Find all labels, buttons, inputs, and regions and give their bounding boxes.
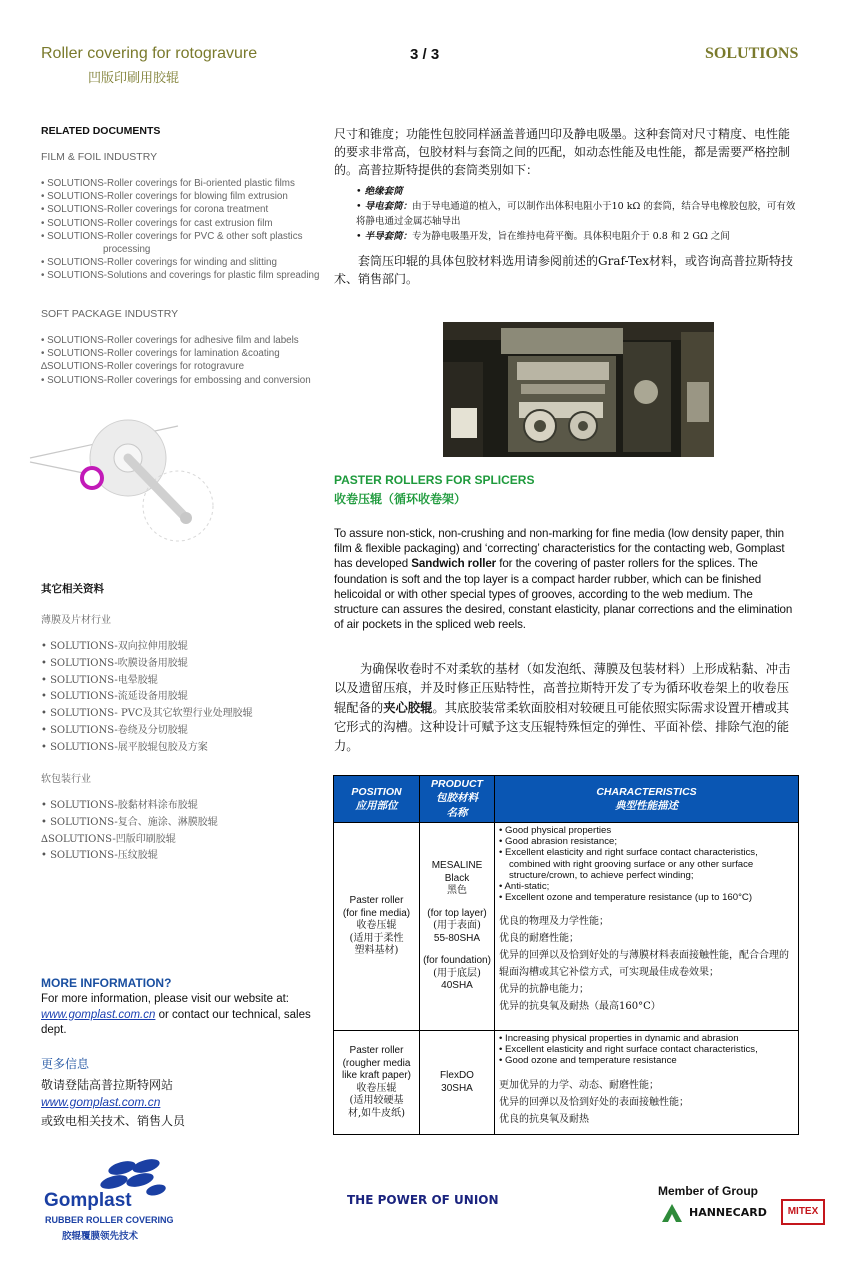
list-item[interactable]: • SOLUTIONS-电晕胶辊 (41, 674, 158, 686)
website-link[interactable]: www.gomplast.com.cn (41, 1008, 156, 1021)
list-item[interactable]: • SOLUTIONS-展平胶辊包胶及方案 (41, 741, 208, 753)
cn-related-title: 其它相关资料 (41, 583, 104, 595)
sleeve-item-insulating: • 绝缘套筒 (356, 186, 403, 197)
list-item[interactable]: • SOLUTIONS-Roller coverings for Bi-oriented plastic films (41, 178, 295, 189)
list-item[interactable]: • SOLUTIONS-Solutions and coverings for plastic film spreading (41, 270, 320, 282)
hannecard-logo-icon (660, 1202, 686, 1224)
company-subtitle: RUBBER ROLLER COVERING (45, 1215, 174, 1225)
list-item[interactable]: • SOLUTIONS-流延设备用胶辊 (41, 691, 188, 703)
list-item[interactable]: • SOLUTIONS-卷绕及分切胶辊 (41, 724, 188, 736)
hannecard-label: HANNECARD (689, 1206, 767, 1219)
sleeve-item-conductive: • 导电套筒：由于导电通道的植入，可以制作出体积电阻小于10 kΩ 的套筒，结合导电橡胶包胶，可有效将静电通过金属芯轴导出 (356, 201, 796, 227)
list-item[interactable]: • SOLUTIONS-Roller coverings for PVC & other soft plastics (41, 230, 303, 242)
soft-package-section-title: SOFT PACKAGE INDUSTRY (41, 308, 179, 320)
company-subtitle-cn: 胶辊覆膜领先技术 (62, 1231, 139, 1242)
cell-product: FlexDO 30SHA (420, 1031, 495, 1135)
splicer-section-title-cn: 收卷压辊（循环收卷架） (334, 492, 467, 506)
cell-position: Paster roller (for fine media) 收卷压辊 (适用于柔性 塑料基材) (334, 823, 420, 1031)
cn-film-section-title: 薄膜及片材行业 (41, 615, 111, 626)
list-item[interactable]: • SOLUTIONS-复合、施涂、淋膜胶辊 (41, 816, 218, 828)
list-item[interactable]: • SOLUTIONS-Roller coverings for corona treatment (41, 204, 269, 216)
list-item[interactable]: • SOLUTIONS-Roller coverings for blowing film extrusion (41, 191, 288, 203)
splicer-section-title: PASTER ROLLERS FOR SPLICERS (334, 473, 535, 487)
list-item[interactable]: • SOLUTIONS- PVC及其它软塑行业处理胶辊 (41, 708, 253, 720)
splicer-body-cn: 为确保收卷时不对柔软的基材（如发泡纸、薄膜及包装材料）上形成粘黏、冲击以及遗留压痕，并及时修正压贴特性，高普拉斯特开发了专为循环收卷架上的收卷压辊配备的夹心胶辊。其底胶装常柔软面胶相对较硬且可能依照实际需求设置开槽或其它形式的沟槽。这种设计可赋予这支压辊特殊恒定的弹性、平面补偿、排除气泡的能力。 (334, 662, 791, 753)
website-link-cn[interactable]: www.gomplast.com.cn (41, 1095, 161, 1109)
cn-soft-doc-list (41, 798, 218, 865)
cell-characteristics: • Increasing physical properties in dynamic and abrasion • Excellent elasticity and right surface contact characteristics, • Good ozone and temperature resistance 更加优异的力学、动态、耐磨性能； 优异的回弹以及恰到好处的表面接触性能； 优良的抗臭氧及耐热 (495, 1031, 799, 1135)
footer-slogan: THE POWER OF UNION (347, 1193, 499, 1207)
header-brand: SOLUTIONS (705, 45, 799, 62)
more-info-cn-text-1: 敬请登陆高普拉斯特网站 (41, 1078, 174, 1092)
table-header-row (334, 776, 799, 823)
more-info-text (41, 992, 311, 1039)
related-documents-title: RELATED DOCUMENTS (41, 125, 161, 137)
mitex-logo: MITEX (781, 1199, 825, 1225)
cell-characteristics: • Good physical properties • Good abrasion resistance; • Excellent elasticity and right surface contact characteristics, combined with right grooving surface or any other surface structure/crown, to achieve perfect winding; • Anti-static; • Excellent ozone and temperature resistance (up to 160°C) 优良的物理及力学性能； 优良的耐磨性能； 优异的回弹以及恰到好处的与薄膜材料表面接触性能，配合合理的辊面沟槽或其它补偿方式，可实现最佳成卷效果； 优异的抗静电能力； 优异的抗臭氧及耐热（最高160°C） (495, 823, 799, 1031)
more-info-cn-title: 更多信息 (41, 1057, 90, 1071)
intro-cn-paragraph: 尺寸和锥度；功能性包胶同样涵盖普通凹印及静电吸墨。这种套筒对尺寸精度、电性能的要求非常高，包胶材料与套筒之间的匹配，如动态性能及电性能，都是需要严格控制的。高普拉斯特提供的套筒类别如下： (334, 127, 791, 177)
col-header-position: POSITION 应用部位 (334, 776, 420, 823)
splicer-body-en: To assure non-stick, non-crushing and non-marking for fine media (low density paper, thin film & flexible packaging) and ‘correcting’ characteristics for the contacting web, Gomplast has developed Sandwich roller for the covering of paster rollers for the splices. The foundation is soft and the top layer is a compact harder rubber, which can be finished helicoidal or with other special types of grooves, according to the web medium. The structure can assures the desired, constant elasticity, planar corrections and the elimination of air pockets in the spliced web reels. (334, 527, 793, 632)
list-item[interactable]: • SOLUTIONS-双向拉伸用胶辊 (41, 641, 188, 652)
more-info-text-2: or contact our technical, sales dept. (41, 1008, 311, 1036)
list-item-continued: processing (103, 244, 151, 256)
more-info-cn-text-2: 或致电相关技术、销售人员 (41, 1114, 186, 1128)
more-info-text-1: For more information, please visit our website at: (41, 993, 289, 1005)
cell-product: MESALINE Black 黑色 (for top layer) (用于表面) 55-80SHA (for foundation) (用于底层) 40SHA (420, 823, 495, 1031)
film-section-title: FILM & FOIL INDUSTRY (41, 151, 158, 163)
col-header-characteristics: CHARACTERISTICS 典型性能描述 (495, 776, 799, 823)
list-item[interactable]: ∆SOLUTIONS-凹版印刷胶辊 (41, 833, 176, 845)
list-item[interactable]: • SOLUTIONS-吹膜设备用胶辊 (41, 657, 188, 669)
cell-position: Paster roller (rougher media like kraft paper) 收卷压辊 (适用较硬基 材,如牛皮纸) (334, 1031, 420, 1135)
sleeve-type-list (356, 184, 802, 244)
more-info-title: MORE INFORMATION? (41, 976, 172, 990)
header-title-cn: 凹版印刷用胶辊 (88, 70, 180, 85)
col-header-product: PRODUCT 包胶材料 名称 (420, 776, 495, 823)
outro-cn-paragraph: 套筒压印辊的具体包胶材料选用请参阅前述的Graf-Tex材料，或咨询高普拉斯特技术、销售部门。 (334, 254, 794, 286)
film-doc-list (41, 177, 319, 283)
list-item[interactable]: • SOLUTIONS-Roller coverings for lamination &coating (41, 348, 280, 360)
company-name: Gomplast (44, 1190, 132, 1211)
header-title: Roller covering for rotogravure (41, 45, 258, 62)
sleeve-item-semiconductive: • 半导套筒：专为静电吸墨开发，旨在维持电荷平衡。具体积电阻介于 0.8 和 2 GΩ 之间 (356, 231, 730, 242)
list-item[interactable]: • SOLUTIONS-Roller coverings for embossing and conversion (41, 374, 311, 386)
soft-package-doc-list (41, 334, 311, 387)
list-item[interactable]: • SOLUTIONS-Roller coverings for adhesive film and labels (41, 335, 299, 346)
page-number: 3 / 3 (410, 46, 440, 63)
cn-film-doc-list (41, 639, 253, 757)
list-item[interactable]: • SOLUTIONS-Roller coverings for winding and slitting (41, 257, 277, 269)
product-table (333, 775, 799, 1135)
member-of-group: Member of Group (658, 1184, 759, 1198)
list-item[interactable]: • SOLUTIONS-Roller coverings for cast extrusion film (41, 217, 273, 229)
list-item[interactable]: • SOLUTIONS-胶黏材料涂布胶辊 (41, 800, 198, 811)
table-row (334, 1031, 799, 1135)
list-item[interactable]: • SOLUTIONS-压纹胶辊 (41, 850, 158, 862)
table-row (334, 823, 799, 1031)
machine-photo (443, 322, 714, 457)
list-item[interactable]: ∆SOLUTIONS-Roller coverings for rotogravure (41, 361, 245, 373)
roller-diagram-illustration (28, 418, 228, 548)
cn-soft-section-title: 软包装行业 (41, 774, 91, 785)
